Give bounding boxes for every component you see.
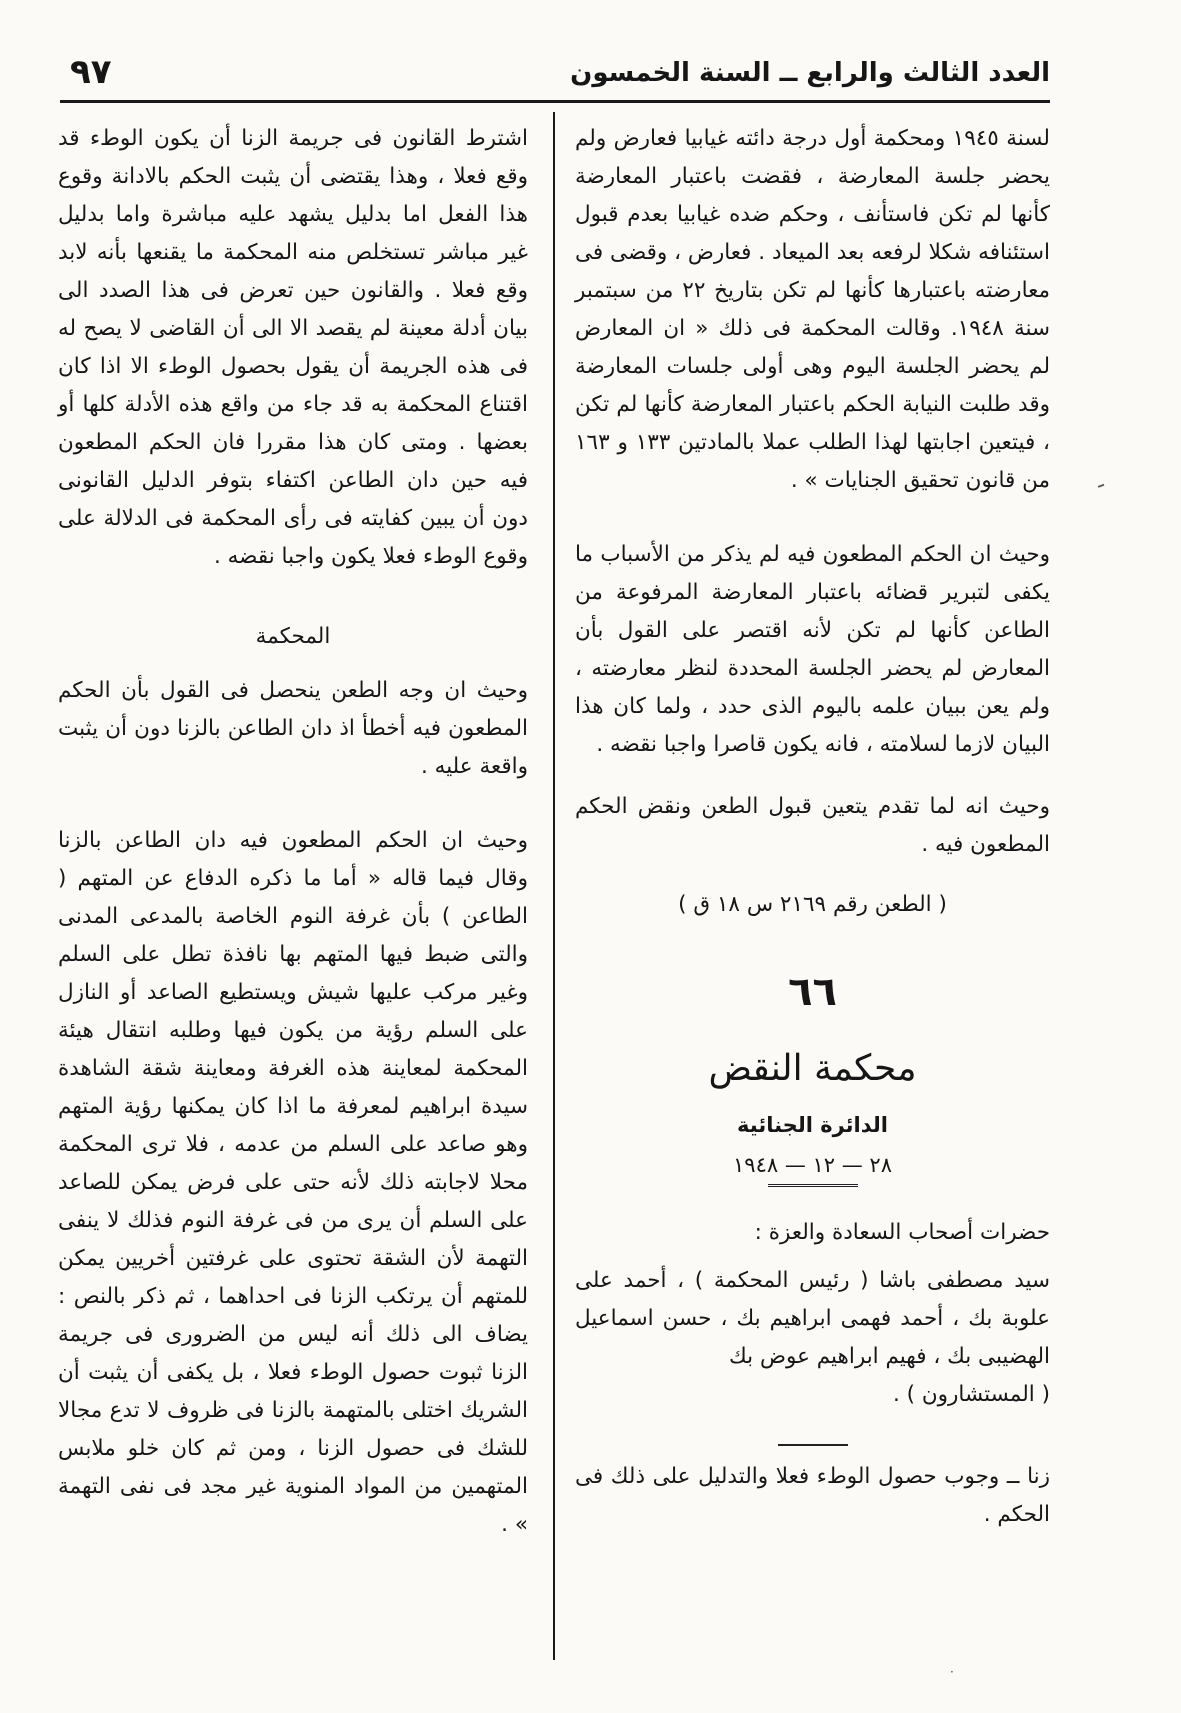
issue-title: العدد الثالث والرابع ــ السنة الخمسون bbox=[570, 58, 1050, 88]
page-number: ٩٧ bbox=[70, 52, 112, 92]
members-list: سيد مصطفى باشا ( رئيس المحكمة ) ، أحمد على علوبة بك ، أحمد فهمى ابراهيم بك ، حسن اسماعيل الهضيبى بك ، فهيم ابراهيم عوض بك bbox=[575, 1268, 1050, 1369]
case-summary: زنا ــ وجوب حصول الوطء فعلا والتدليل على ذلك فى الحكم . bbox=[575, 1464, 1050, 1527]
right-column bbox=[575, 120, 1050, 1534]
left-column bbox=[58, 120, 528, 1544]
members-role: ( المستشارون ) . bbox=[892, 1382, 1050, 1407]
circuit-name: الدائرة الجنائية bbox=[737, 1113, 888, 1137]
section-heading: المحكمة bbox=[255, 624, 331, 649]
right-paragraph-1: لسنة ١٩٤٥ ومحكمة أول درجة دائته غيابيا فعارض ولم يحضر جلسة المعارضة ، فقضت باعتبار المعارضة كأنها لم تكن فاستأنف ، وحكم ضده غيابيا بعدم قبول استئنافه شكلا لرفعه بعد الميعاد . فعارض ، وقضى فى معارضته باعتبارها كأنها لم تكن بتاريخ ٢٢ من سبتمبر سنة ١٩٤٨. وقالت المحكمة فى ذلك « ان المعارض لم يحضر الجلسة اليوم وهى أولى جلسات المعارضة وقد طلبت النيابة الحكم باعتبار المعارضة كأنها لم تكن ، فيتعين اجابتها لهذا الطلب عملا بالمادتين ١٣٣ و ١٦٣ من قانون تحقيق الجنايات » . bbox=[575, 126, 1051, 493]
right-paragraph-2: وحيث ان الحكم المطعون فيه لم يذكر من الأسباب ما يكفى لتبرير قضائه باعتبار المعارضة المرفوعة من الطاعن كأنها لم تكن لأنه اقتصر على القول بأن المعارض لم يحضر الجلسة المحددة لنظر معارضته ، ولم يعن ببيان علمه باليوم الذى حدد ، ولما كان هذا البيان لازما لسلامته ، فانه يكون قاصرا واجبا نقضه . bbox=[575, 542, 1050, 757]
members-intro: حضرات أصحاب السعادة والعزة : bbox=[754, 1220, 1050, 1245]
case-number: ٦٦ bbox=[788, 969, 837, 1015]
header-rule bbox=[60, 100, 1050, 103]
margin-mark: ـ bbox=[1092, 467, 1106, 493]
column-divider bbox=[553, 112, 555, 1660]
case-citation: ( الطعن رقم ٢١٦٩ س ١٨ ق ) bbox=[678, 892, 947, 917]
left-paragraph-2: وحيث ان وجه الطعن ينحصل فى القول بأن الحكم المطعون فيه أخطأ اذ دان الطاعن بالزنا دون أن يثبت واقعة عليه . bbox=[58, 678, 528, 779]
left-paragraph-3: وحيث ان الحكم المطعون فيه دان الطاعن بالزنا وقال فيما قاله « أما ما ذكره الدفاع عن المتهم ( الطاعن ) بأن غرفة النوم الخاصة بالمدعى المدنى والتى ضبط فيها المتهم بها نافذة تطل على السلم وغير مركب عليها شيش ويستطيع الصاعد أو النازل على السلم رؤية من يكون فيها وطلبه انتقال هيئة المحكمة لمعاينة هذه الغرفة ومعاينة شقة الشاهدة سيدة ابراهيم لمعرفة ما اذا كان يمكنها رؤية المتهم وهو صاعد على السلم من عدمه ، فلا ترى المحكمة محلا لاجابته ذلك لأنه حتى على فرض يمكن للصاعد على السلم أن يرى من فى غرفة النوم فذلك لا ينفى التهمة لأن الشقة تحتوى على غرفتين أخريين يمكن للمتهم أن يرتكب الزنا فى احداهما ، ثم ذكر بالنص : يضاف الى ذلك أنه ليس من الضرورى فى جريمة الزنا ثبوت حصول الوطء فعلا ، بل يكفى أن يثبت أن الشريك اختلى بالمتهمة بالزنا فى ظروف لا تدع مجالا للشك فى حصول الزنا ، ومن ثم كان خلو ملابس المتهمين من المواد المنوية غير مجد فى نفى التهمة » . bbox=[58, 828, 528, 1537]
date-rule bbox=[768, 1184, 858, 1190]
judgment-date: ٢٨ — ١٢ — ١٩٤٨ bbox=[733, 1153, 892, 1177]
left-paragraph-1: اشترط القانون فى جريمة الزنا أن يكون الوطء قد وقع فعلا ، وهذا يقتضى أن يثبت الحكم بالادانة وقوع هذا الفعل اما بدليل يشهد عليه مباشرة واما بدليل غير مباشر تستخلص منه المحكمة ما يقنعها بأنه لابد وقع فعلا . والقانون حين تعرض فى هذا الصدد الى بيان أدلة معينة لم يقصد الا الى أن القاضى لا يصح له فى هذه الجريمة أن يقول بحصول الوطء الا اذا كان اقتناع المحكمة به قد جاء من واقع هذه الأدلة كلها أو بعضها . ومتى كان هذا مقررا فان الحكم المطعون فيه حين دان الطاعن اكتفاء بتوفر الدليل القانونى دون أن يبين كفايته فى رأى المحكمة فى الدلالة على وقوع الوطء فعلا يكون واجبا نقضه . bbox=[58, 126, 528, 569]
right-paragraph-3: وحيث انه لما تقدم يتعين قبول الطعن ونقض الحكم المطعون فيه . bbox=[575, 794, 1050, 857]
page-header bbox=[60, 52, 1050, 100]
section-rule bbox=[778, 1444, 848, 1446]
court-name: محكمة النقض bbox=[708, 1048, 917, 1089]
stray-mark: · bbox=[950, 1665, 954, 1679]
